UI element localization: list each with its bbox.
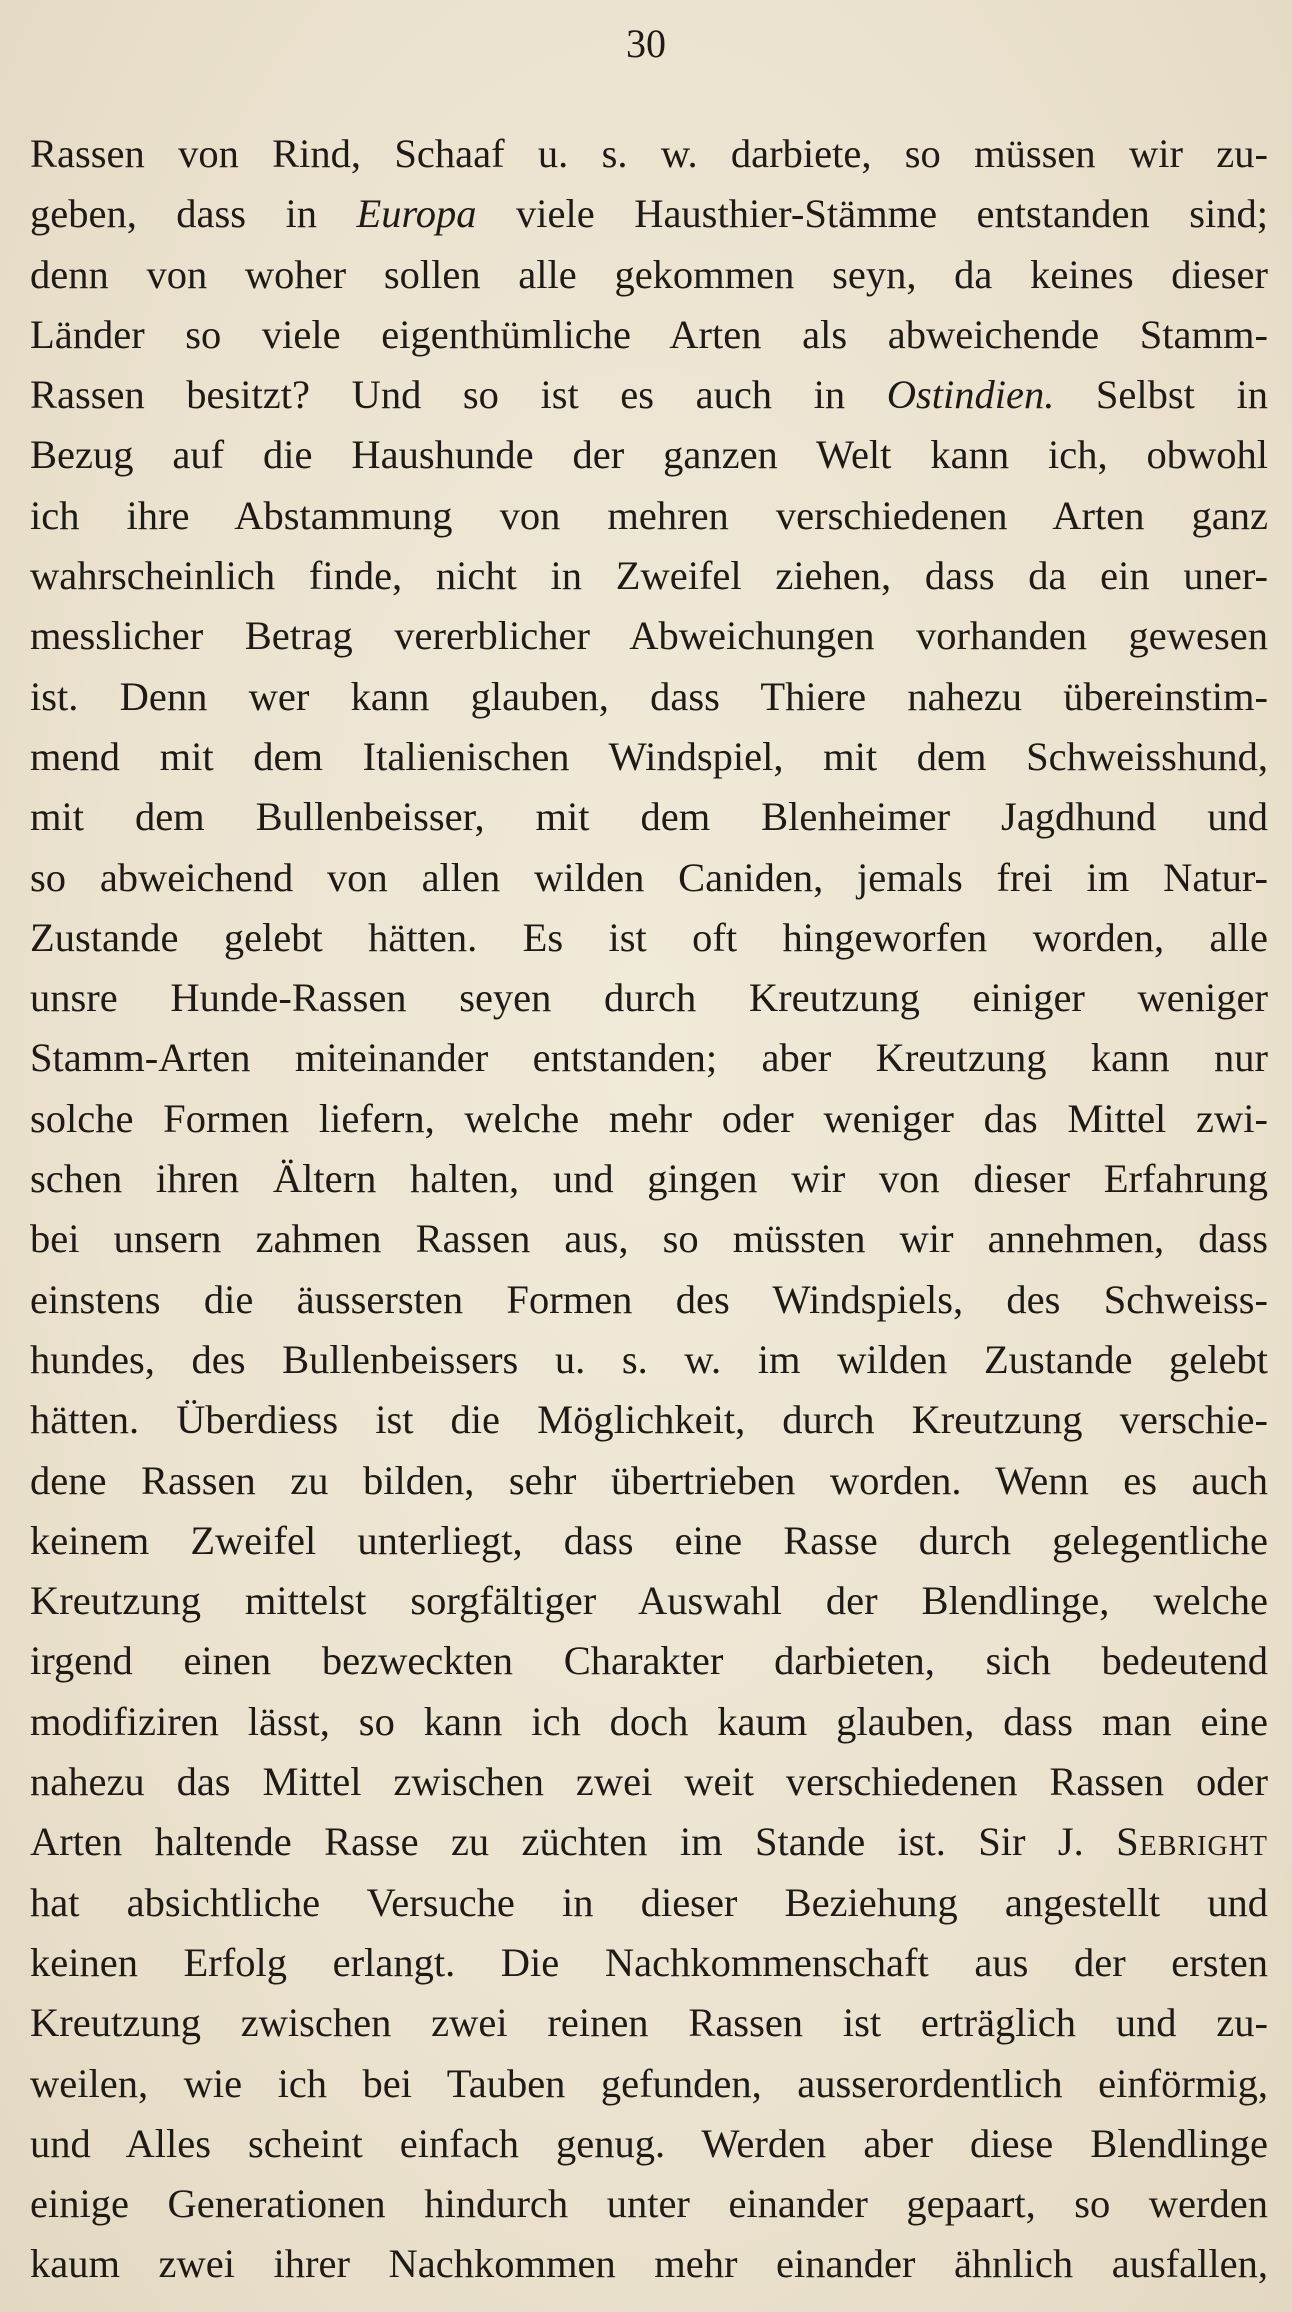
text-line: unsre Hunde-Rassen seyen durch Kreutzung einiger weniger [30, 975, 1268, 1021]
text-line: einstens die äussersten Formen des Windspiels, des Schweiss- [30, 1276, 1268, 1322]
italic-place-name: Ostindien. [886, 372, 1055, 418]
text-line: hätten. Überdiess ist die Möglichkeit, durch Kreutzung verschie- [30, 1397, 1268, 1443]
text-line: denn von woher sollen alle gekommen seyn, da keines dieser [30, 251, 1268, 297]
text-line: keinen Erfolg erlangt. Die Nachkommenschaft aus der ersten [30, 1939, 1268, 1985]
page-number: 30 [626, 21, 666, 66]
text-line: Rassen besitzt? Und so ist es auch in Ostindien. Selbst in [30, 372, 1268, 418]
text-line: einige Generationen hindurch unter einander gepaart, so werden [30, 2181, 1268, 2227]
text-line: solche Formen liefern, welche mehr oder weniger das Mittel zwi- [30, 1095, 1268, 1141]
text-line: ich ihre Abstammung von mehren verschiedenen Arten ganz [30, 492, 1268, 538]
text-line: Zustande gelebt hätten. Es ist oft hingeworfen worden, alle [30, 914, 1268, 960]
text-line: dene Rassen zu bilden, sehr übertrieben worden. Wenn es auch [30, 1457, 1268, 1503]
text-line: modifiziren lässt, so kann ich doch kaum glauben, dass man eine [30, 1698, 1268, 1744]
text-line: wahrscheinlich finde, nicht in Zweifel ziehen, dass da ein uner- [30, 553, 1268, 599]
text-line: messlicher Betrag vererblicher Abweichungen vorhanden gewesen [30, 613, 1268, 659]
text-line: geben, dass in Europa viele Hausthier-Stämme entstanden sind; [30, 191, 1268, 237]
text-line: kaum zwei ihrer Nachkommen mehr einander ähnlich ausfallen, [30, 2241, 1268, 2287]
small-caps-name: Sebright [1116, 1819, 1268, 1865]
text-line: Stamm-Arten miteinander entstanden; aber Kreutzung kann nur [30, 1035, 1268, 1081]
text-line: schen ihren Ältern halten, und gingen wir von dieser Erfahrung [30, 1156, 1268, 1202]
text-line: so abweichend von allen wilden Caniden, jemals frei im Natur- [30, 854, 1268, 900]
text-line: hundes, des Bullenbeissers u. s. w. im wilden Zustande gelebt [30, 1336, 1268, 1382]
italic-place-name: Europa [356, 191, 477, 237]
text-line: keinem Zweifel unterliegt, dass eine Rasse durch gelegentliche [30, 1517, 1268, 1563]
text-line: Rassen von Rind, Schaaf u. s. w. darbiete, so müssen wir zu- [30, 131, 1268, 176]
text-line: und Alles scheint einfach genug. Werden aber diese Blendlinge [30, 2120, 1268, 2166]
text-line: nahezu das Mittel zwischen zwei weit verschiedenen Rassen oder [30, 1759, 1268, 1805]
text-line: mit dem Bullenbeisser, mit dem Blenheimer Jagdhund und [30, 794, 1268, 840]
text-line: ist. Denn wer kann glauben, dass Thiere nahezu übereinstim- [30, 673, 1268, 719]
text-line: weilen, wie ich bei Tauben gefunden, ausserordentlich einförmig, [30, 2060, 1268, 2106]
body-text [30, 124, 1268, 2295]
text-line: irgend einen bezweckten Charakter darbieten, sich bedeutend [30, 1638, 1268, 1684]
text-line: Länder so viele eigenthümliche Arten als abweichende Stamm- [30, 311, 1268, 357]
text-line: bei unsern zahmen Rassen aus, so müssten wir annehmen, dass [30, 1216, 1268, 1262]
text-line: Bezug auf die Haushunde der ganzen Welt kann ich, obwohl [30, 432, 1268, 478]
text-line: Kreutzung zwischen zwei reinen Rassen ist erträglich und zu- [30, 2000, 1268, 2046]
text-line: Kreutzung mittelst sorgfältiger Auswahl der Blendlinge, welche [30, 1578, 1268, 1624]
text-line: mend mit dem Italienischen Windspiel, mit dem Schweisshund, [30, 733, 1268, 779]
text-line: Arten haltende Rasse zu züchten im Stande ist. Sir J. Sebright [30, 1819, 1268, 1865]
text-line: hat absichtliche Versuche in dieser Beziehung angestellt und [30, 1879, 1268, 1925]
